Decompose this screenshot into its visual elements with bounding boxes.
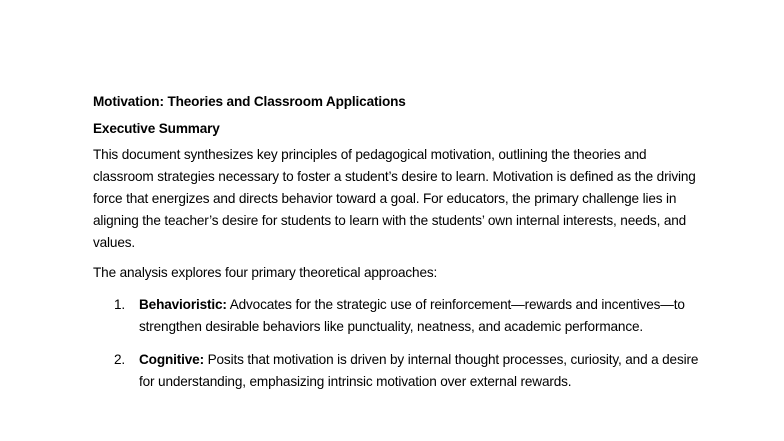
list-item-term: Cognitive:	[139, 352, 204, 367]
summary-paragraph: This document synthesizes key principles of pedagogical motivation, outlining the theories and classroom strategies necessary to foster a student’s desire to learn. Motivation is defined as the driving force that energizes and directs behavior toward a goal. For educators, the primary challenge lies in aligning the teacher’s desire for students to learn with the students’ own internal interests, needs, and values.	[93, 147, 696, 250]
document-body	[93, 93, 703, 404]
section-heading: Executive Summary	[93, 121, 220, 136]
list-item-number: 2.	[114, 352, 126, 367]
document-title: Motivation: Theories and Classroom Applications	[93, 94, 406, 109]
list-item	[93, 349, 703, 393]
approaches-list	[93, 294, 703, 393]
list-item-term: Behavioristic:	[139, 297, 227, 312]
intro-line: The analysis explores four primary theoretical approaches:	[93, 265, 438, 280]
list-item-number: 1.	[114, 297, 126, 312]
list-item-description: Posits that motivation is driven by internal thought processes, curiosity, and a desire for understanding, emphasizing intrinsic motivation over external rewards.	[139, 352, 699, 389]
list-item-description: Advocates for the strategic use of reinforcement—rewards and incentives—to strengthen desirable behaviors like punctuality, neatness, and academic performance.	[139, 297, 685, 334]
list-item	[93, 294, 703, 338]
